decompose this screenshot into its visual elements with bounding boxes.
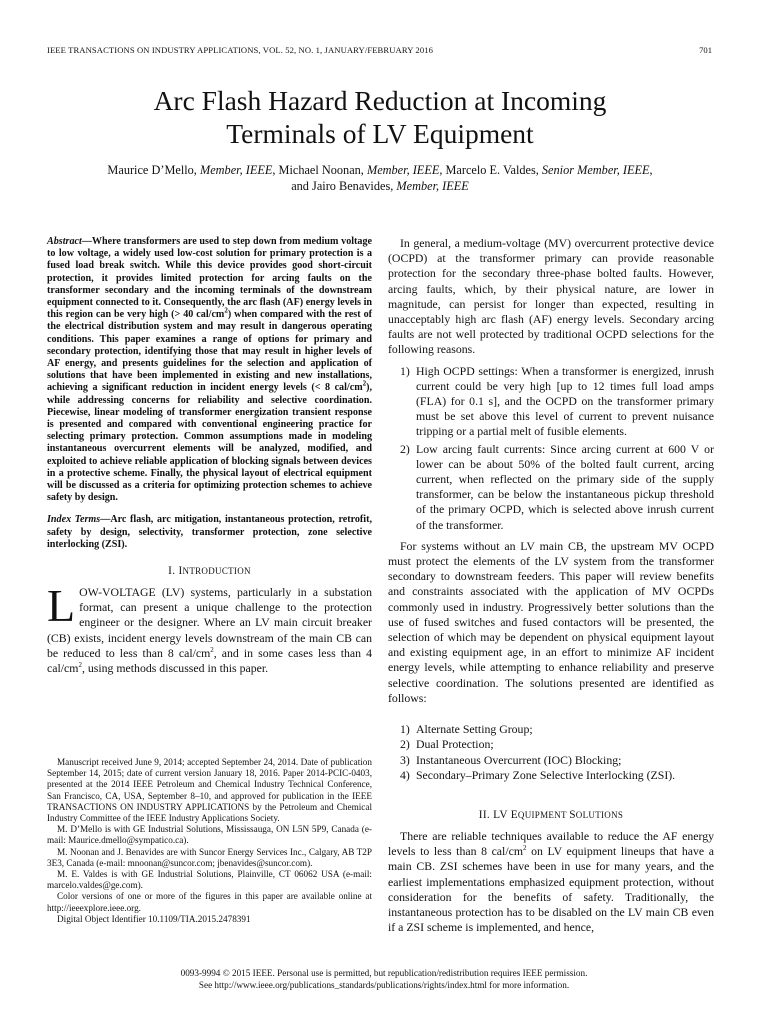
section-1-first-letter: I: [178, 565, 183, 578]
title-line-1: Arc Flash Hazard Reduction at Incoming: [153, 85, 607, 116]
index-terms: [47, 514, 372, 551]
author-1-name: Maurice D’Mello,: [107, 163, 200, 177]
index-terms-text: Arc flash, arc mitigation, instantaneous protection, retrofit, safety by design, selectivity, transformer protection, zone selective interlocking (ZSI).: [47, 514, 372, 550]
author-1-role: Member, IEEE: [199, 163, 273, 177]
paragraph-systems: For systems without an LV main CB, the upstream MV OCPD must protect the elements of the LV system from the transformer secondary to downstream feeders. This paper will review benefits and constraints associated with the application of MV OCPDs commonly used in industry. Progressively better solutions than the use of fused switches and fused contactors will be presented, the selection of which may be dependent on physical equipment layout and existing equipment age, in an effort to minimize AF incident energy levels, while attempting to enhance reliability and preserve selective coordination. The solutions presented are identified as follows:: [388, 538, 714, 705]
copyright-notice: [60, 967, 708, 991]
footnote-doi: Digital Object Identifier 10.1109/TIA.2015.2478391: [57, 913, 251, 924]
abstract-sup-2: 2: [362, 380, 367, 389]
list-text: Alternate Setting Group;: [416, 722, 533, 737]
section-1-rest: NTRODUCTION: [182, 566, 251, 577]
section-2-letter-s: S: [569, 808, 576, 821]
page-number: 701: [699, 45, 712, 55]
p3-sup: 2: [523, 844, 527, 853]
left-column: [47, 236, 372, 676]
intro-text-3: , using methods discussed in this paper.: [81, 661, 269, 676]
author-2-role: Member, IEEE: [366, 163, 440, 177]
copyright-line-1: 0093-9994 © 2015 IEEE. Personal use is permitted, but republication/redistribution requires IEEE permission.: [180, 968, 588, 978]
list-item: [388, 442, 714, 533]
list-number: 2): [400, 441, 410, 456]
section-2-rest-2: OLUTIONS: [575, 809, 624, 820]
section-2-numeral: II. LV: [478, 808, 511, 821]
footnote-color-versions: Color versions of one or more of the figures in this paper are available online at http://ieeexplore.ieee.org.: [47, 891, 372, 913]
footnote-manuscript: Manuscript received June 9, 2014; accepted September 24, 2014. Date of publication September 14, 2015; date of current version January 18, 2016. Paper 2014-PCIC-0403, presented at the 2014 IEEE Petroleum and Chemical Industry Technical Conference, San Francisco, CA, USA, September 8–10, and approved for publication in the IEEE TRANSACTIONS ON INDUSTRY APPLICATIONS by the Petroleum and Chemical Industry Committee of the IEEE Industry Applications Society.: [47, 757, 372, 824]
abstract-text-1: Where transformers are used to step down from medium voltage to low voltage, a widely used low-cost solution for primary protection is a fused load break switch. While this device provides good short-circuit protection, it provides limited protection for arcing faults on the transformer secondary and the incoming terminals of the downstream equipment connected to it. Consequently, the arc flash (AF) energy levels in this region can be very high (> 40 cal/cm: [47, 236, 372, 321]
list-item: [388, 737, 714, 752]
author-4-name: and Jairo Benavides,: [291, 178, 397, 193]
intro-text-1: OW-VOLTAGE (LV) systems, particularly in a substation format, can present a unique challenge to the protection engineer or the designer. Where an LV main circuit breaker (CB) exists, incident energy levels downstream of the main CB can be reduced to less than 8 cal/cm: [47, 585, 372, 660]
author-3-name: , Marcelo E. Valdes,: [439, 163, 542, 177]
list-text: High OCPD settings: When a transformer is energized, inrush current could be very high [up to 12 times full load amps (FLA) for 0.1 s], and the OCPD on the transformer primary must be set above this level of current to prevent nuisance tripping or a partial melt of fusible elements.: [416, 363, 714, 439]
author-3-role: Senior Member, IEEE: [541, 163, 650, 177]
index-terms-lead: Index Terms: [47, 514, 101, 526]
list-number: 1): [400, 363, 410, 378]
footnote-dmello: M. D’Mello is with GE Industrial Solutions, Mississauga, ON L5N 5P9, Canada (e-mail: Maurice.dmello@sympatico.ca).: [47, 824, 372, 846]
drop-cap: L: [47, 580, 76, 632]
copyright-line-2: See http://www.ieee.org/publications_standards/publications/rights/index.html for more information.: [198, 980, 570, 990]
author-line-1: [40, 163, 720, 179]
title-line-2: Terminals of LV Equipment: [226, 118, 534, 149]
abstract: [47, 236, 372, 504]
footnote-noonan-benavides: M. Noonan and J. Benavides are with Suncor Energy Services Inc., Calgary, AB T2P 3E3, Canada (e-mail: mnoonan@suncor.com; jbenavides@suncor.com).: [47, 846, 372, 868]
list-number: 1): [400, 722, 410, 737]
paragraph-ocpd: In general, a medium-voltage (MV) overcurrent protective device (OCPD) at the transformer primary can provide reasonable protection for the secondary three-phase bolted faults. However, arcing faults, which, by their physical nature, are lower in magnitude, can persist for longer than expected, resulting in unacceptably high arc flash (AF) energy levels. Secondary arcing faults are not well protected by traditional OCPD selections for the following reasons.: [388, 236, 714, 357]
intro-paragraph: [47, 580, 373, 676]
abstract-sup-1: 2: [224, 306, 228, 315]
list-text: Low arcing fault currents: Since arcing current at 600 V or lower can be about 50% of the bolted fault current, arcing current, when reflected on the primary side of the supply transformer, can be below the instantaneous pickup threshold of the primary OCPD, which is selected above inrush current of the transformer.: [416, 441, 714, 532]
section-2-rest-1: QUIPMENT: [517, 809, 570, 820]
intro-sup-1: 2: [210, 645, 214, 654]
list-item: [388, 753, 714, 768]
index-terms-dash: —: [100, 514, 111, 526]
list-text: Secondary–Primary Zone Selective Interlocking (ZSI).: [416, 767, 676, 782]
section-2-letter-e: E: [510, 808, 518, 821]
p3-text-1: There are reliable techniques available to reduce the AF energy levels to less than 8 cal/cm: [388, 828, 714, 859]
abstract-lead: Abstract: [47, 236, 82, 247]
solutions-list: [388, 722, 714, 783]
author-separator: ,: [649, 163, 653, 177]
section-heading-lv-equipment: [388, 809, 714, 821]
list-number: 3): [400, 752, 410, 767]
abstract-text-3: ), while addressing concerns for reliability and selective coordination. Piecewise, linear modeling of transformer energization transient response is presented and compared with conventional engineering practice for selecting primary protection. Common assumptions made in modeling instantaneous overcurrent elements will be analyzed, modified, and exploited to achieve reliable application of blocking signals between devices in a protective scheme. Finally, the physical layout of electrical equipment will be discussed as a criteria for optimizing protection schemes to achieve safety by design.: [47, 382, 372, 504]
author-2-name: , Michael Noonan,: [272, 163, 367, 177]
p3-text-2: on LV equipment lineups that have a main CB. ZSI schemes have been in use for many years, and the earliest implementations emphasized equipment protection, without consideration for the benefits of safety. Traditionally, the instantaneous protection has to be disabled on the LV main CB even if a ZSI scheme is implemented, and hence,: [388, 844, 714, 935]
list-text: Instantaneous Overcurrent (IOC) Blocking;: [416, 752, 622, 767]
journal-header: IEEE TRANSACTIONS ON INDUSTRY APPLICATIONS, VOL. 52, NO. 1, JANUARY/FEBRUARY 2016: [47, 45, 434, 55]
abstract-dash: —: [81, 236, 92, 247]
intro-text-2: , and in some cases less than 4 cal/cm: [47, 645, 373, 676]
list-text: Dual Protection;: [416, 737, 494, 752]
list-item: [388, 364, 714, 440]
footnotes: [47, 757, 372, 925]
author-4-role: Member, IEEE: [396, 178, 469, 193]
list-item: [388, 722, 714, 737]
author-line-2: [40, 179, 720, 195]
paragraph-reliable-techniques: [388, 829, 714, 935]
list-number: 4): [400, 767, 410, 782]
intro-sup-2: 2: [78, 661, 82, 670]
section-heading-introduction: [47, 565, 372, 577]
author-list: [40, 163, 720, 194]
list-number: 2): [400, 737, 410, 752]
footnote-valdes: M. E. Valdes is with GE Industrial Solutions, Plainville, CT 06062 USA (e-mail: marcelo.valdes@ge.com).: [47, 869, 372, 891]
right-column: [388, 236, 714, 935]
paper-title: [60, 84, 700, 150]
section-1-numeral: I.: [168, 565, 179, 578]
reasons-list: [388, 364, 714, 533]
abstract-text-2: ) when compared with the rest of the electrical distribution system and may result in dangerous operating conditions. This paper examines a range of options for primary and secondary protection, identifying those that may result in higher levels of AF energy, and presents guidelines for the selection and application of solutions that have been implemented in existing and new installations, achieving a significant reduction in incident energy levels (< 8 cal/cm: [47, 309, 372, 394]
list-item: [388, 768, 714, 783]
